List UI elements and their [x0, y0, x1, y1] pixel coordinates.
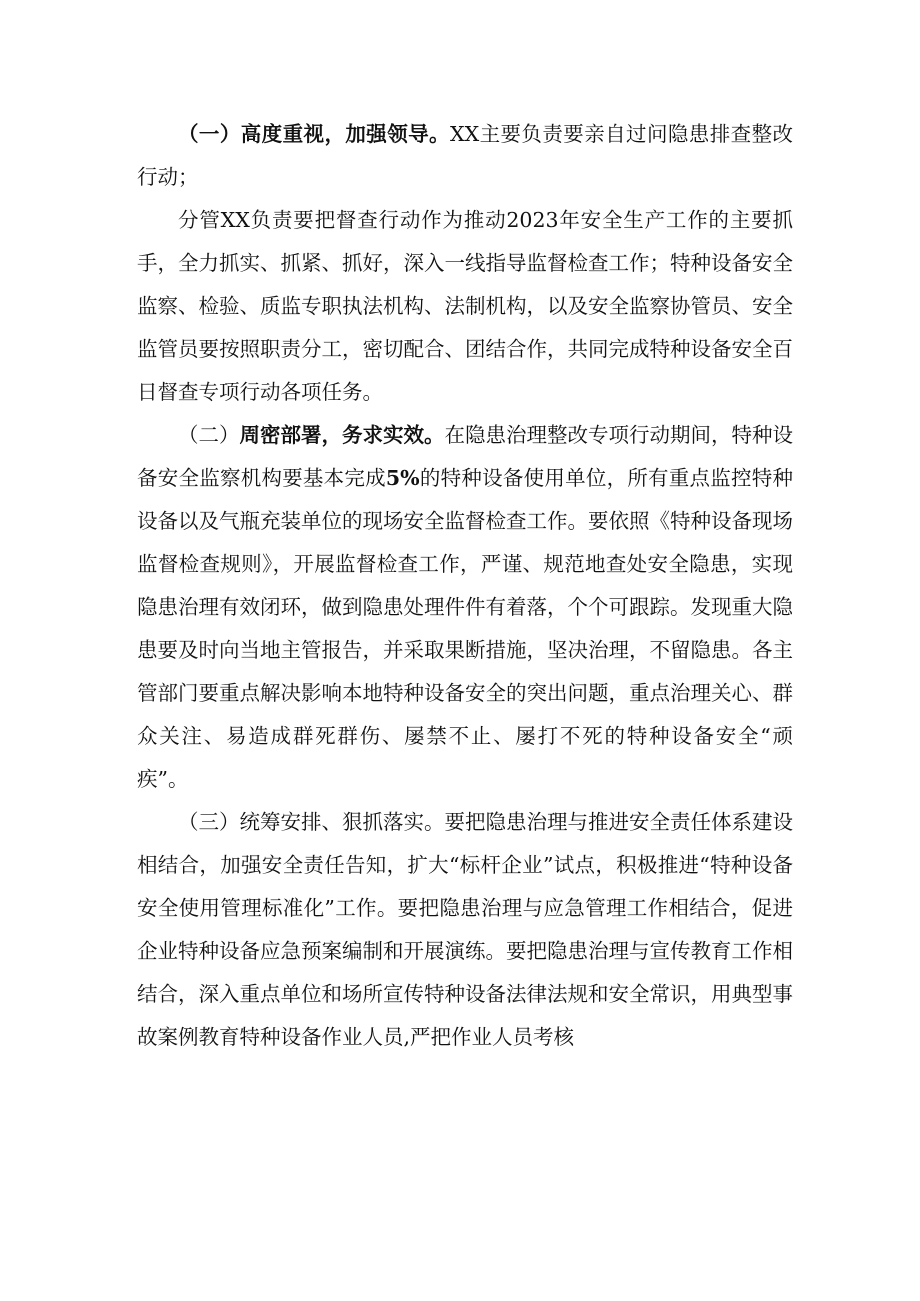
- paragraph-text: （三）统筹安排、狠抓落实。要把隐患治理与推进安全责任体系建设相结合，加强安全责任告知，扩大“标杆企业”试点，积极推进“特种设备安全使用管理标准化”工作。要把隐患治理与应急管理工作相结合，促进企业特种设备应急预案编制和开展演练。要把隐患治理与宣传教育工作相结合，深入重点单位和场所宣传特种设备法律法规和安全常识，用典型事故案例教育特种设备作业人员,严把作业人员考核: [137, 810, 793, 1049]
- paragraph-coordination: [137, 801, 793, 1059]
- paragraph-deployment: [137, 414, 793, 801]
- paragraph-responsibilities: [137, 199, 793, 414]
- paragraph-leadership: [137, 113, 793, 199]
- paragraph-text: 的特种设备使用单位，所有重点监控特种设备以及气瓶充装单位的现场安全监督检查工作。要依照《特种设备现场监督检查规则》，开展监督检查工作，严谨、规范地查处安全隐患，实现隐患治理有效闭环，做到隐患处理件件有着落，个个可跟踪。发现重大隐患要及时向当地主管报告，并采取果断措施，坚决治理，不留隐患。各主管部门要重点解决影响本地特种设备安全的突出问题，重点治理关心、群众关注、易造成群死群伤、屡禁不止、屡打不死的特种设备安全“顽疾”。: [137, 466, 794, 791]
- paragraph-heading: 周密部署，务求实效。: [239, 423, 445, 447]
- paragraph-text: 分管XX负责要把督查行动作为推动2023年安全生产工作的主要抓手，全力抓实、抓紧、抓好，深入一线指导监督检查工作；特种设备安全监察、检验、质监专职执法机构、法制机构，以及安全监察协管员、安全监管员要按照职责分工，密切配合、团结合作，共同完成特种设备安全百日督查专项行动各项任务。: [137, 208, 793, 404]
- paragraph-text: XX主要负责要亲自过问隐患排查整改行动；: [137, 122, 793, 189]
- paragraph-heading: （一）高度重视，加强领导。: [178, 122, 450, 146]
- document-page: [137, 113, 793, 1059]
- paragraph-text: 在隐患治理整改专项行动期间，特种设备安全监察机构要基本完成: [137, 423, 793, 490]
- percentage-value: 5%: [385, 466, 420, 490]
- paragraph-heading-prefix: （二）: [178, 423, 240, 447]
